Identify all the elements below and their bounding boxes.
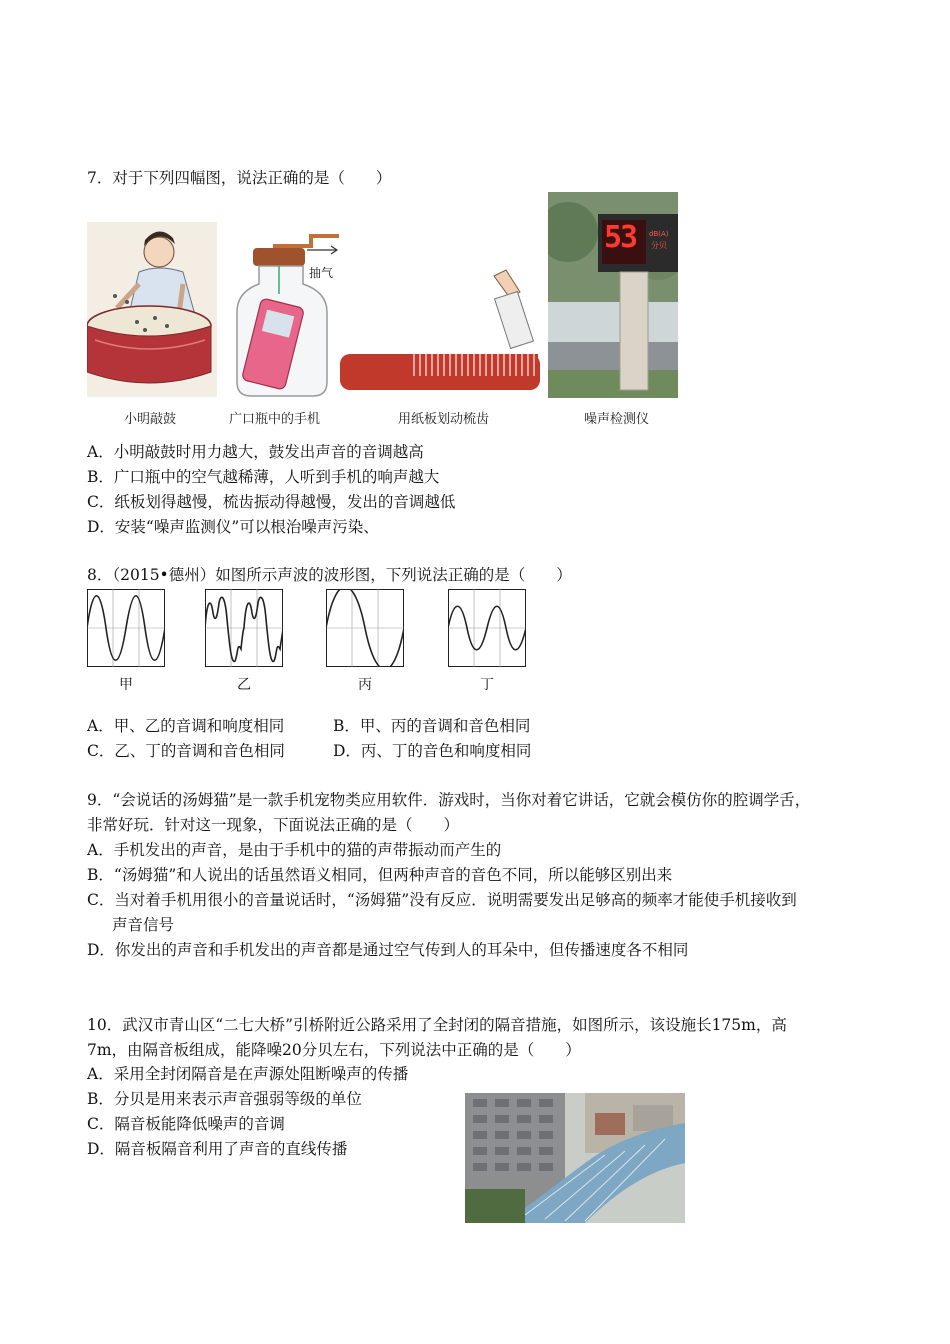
q9-option-c-cont: 声音信号	[112, 916, 175, 934]
q9-option-b: B．“汤姆猫”和人说出的话虽然语义相同，但两种声音的音色不同，所以能够区别出来	[87, 866, 673, 884]
q7-option-b: B．广口瓶中的空气越稀薄，人听到手机的响声越大	[87, 468, 440, 486]
wave-label-ding: 丁	[480, 677, 494, 693]
caption-drum: 小明敲鼓	[124, 412, 177, 427]
q8-stem: 8．（2015•德州）如图所示声波的波形图，下列说法正确的是（ ）	[87, 566, 572, 584]
q10-option-b: B．分贝是用来表示声音强弱等级的单位	[87, 1090, 362, 1108]
wave-label-jia: 甲	[119, 677, 133, 693]
q9-stem-line-2: 非常好玩．针对这一现象，下面说法正确的是（ ）	[87, 816, 460, 834]
q7-option-a: A．小明敲鼓时用力越大，鼓发出声音的音调越高	[87, 443, 424, 461]
waveform-yi	[205, 589, 283, 667]
q8-option-b: B．甲、丙的音调和音色相同	[333, 717, 531, 735]
wave-label-yi: 乙	[237, 677, 251, 693]
q8-option-a: A．甲、乙的音调和响度相同	[87, 717, 285, 735]
comb-illustration	[338, 268, 543, 393]
q10-option-a: A．采用全封闭隔音是在声源处阻断噪声的传播	[87, 1065, 409, 1083]
pump-label: 抽气	[309, 266, 334, 280]
q10-option-d: D．隔音板隔音利用了声音的直线传播	[87, 1140, 348, 1158]
q7-stem: 7．对于下列四幅图，说法正确的是（ ）	[87, 169, 392, 187]
meter-unit-fenbei: 分贝	[651, 241, 667, 250]
caption-jar: 广口瓶中的手机	[229, 412, 321, 427]
q9-option-a: A．手机发出的声音，是由于手机中的猫的声带振动而产生的	[87, 841, 502, 859]
wave-label-bing: 丙	[358, 677, 372, 693]
q9-option-c: C．当对着手机用很小的音量说话时，“汤姆猫”没有反应．说明需要发出足够高的频率才能使手机接收到	[87, 891, 797, 909]
meter-unit-db: dB(A)	[649, 230, 669, 238]
jar-phone-illustration	[233, 232, 343, 400]
waveform-jia	[87, 589, 165, 667]
q7-option-d: D．安装“噪声监测仪”可以根治噪声污染、	[87, 518, 379, 536]
q9-stem-line-1: 9．“会说话的汤姆猫”是一款手机宠物类应用软件．游戏时，当你对着它讲话，它就会模仿你的腔调学舌，	[87, 791, 811, 809]
caption-monitor: 噪声检测仪	[584, 412, 650, 427]
caption-comb: 用纸板划动梳齿	[398, 412, 490, 427]
waveform-bing	[326, 589, 404, 667]
waveform-ding	[448, 589, 526, 667]
meter-reading: 53	[604, 220, 637, 255]
sound-barrier-photo	[465, 1093, 685, 1223]
q10-stem-line-2: 7m，由隔音板组成，能降噪20分贝左右，下列说法中正确的是（ ）	[87, 1041, 581, 1059]
q10-stem-line-1: 10．武汉市青山区“二七大桥”引桥附近公路采用了全封闭的隔音措施，如图所示，该设施长175m，高	[87, 1016, 787, 1034]
q8-option-c: C．乙、丁的音调和音色相同	[87, 742, 285, 760]
q7-option-c: C．纸板划得越慢，梳齿振动得越慢，发出的音调越低	[87, 493, 456, 511]
q10-option-c: C．隔音板能降低噪声的音调	[87, 1115, 285, 1133]
q9-option-d: D．你发出的声音和手机发出的声音都是通过空气传到人的耳朵中，但传播速度各不相同	[87, 941, 689, 959]
q8-option-d: D．丙、丁的音色和响度相同	[333, 742, 532, 760]
drum-illustration	[87, 222, 217, 397]
